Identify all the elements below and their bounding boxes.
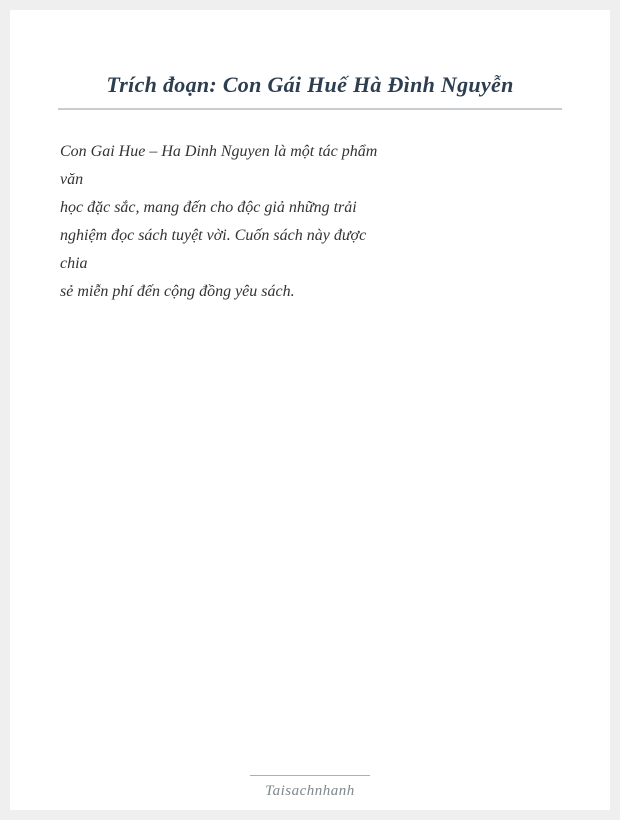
footer-brand: Taisachnhanh — [265, 783, 355, 799]
text-line: sẻ miễn phí đến cộng đồng yêu sách. — [60, 283, 295, 301]
title-divider — [58, 108, 562, 110]
page-title: Trích đoạn: Con Gái Huế Hà Đình Nguyễn — [106, 72, 514, 97]
text-line: Con Gai Hue – Ha Dinh Nguyen là một tác phẩm — [60, 143, 378, 161]
text-line: học đặc sắc, mang đến cho độc giả những trải — [60, 199, 357, 217]
footer — [10, 775, 610, 800]
excerpt-paragraph — [58, 138, 562, 306]
text-line: nghiệm đọc sách tuyệt vời. Cuốn sách này được — [60, 227, 367, 245]
text-line: chia — [60, 255, 88, 273]
document-page — [10, 10, 610, 810]
text-line: văn — [60, 171, 84, 189]
footer-divider — [250, 775, 370, 776]
